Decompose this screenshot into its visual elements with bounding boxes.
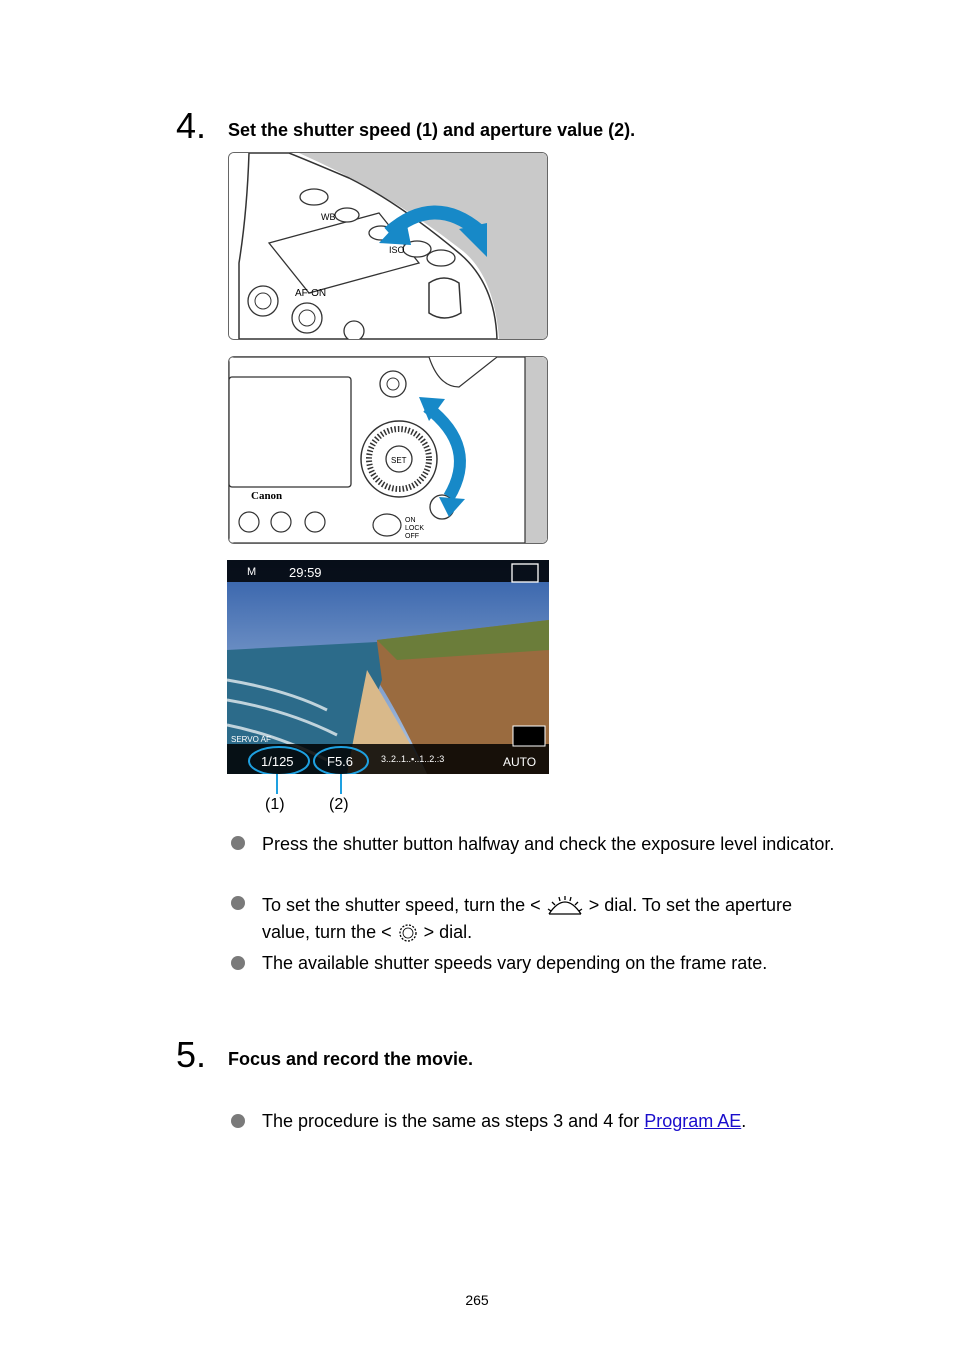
bullet-dot bbox=[231, 956, 245, 970]
step-number: 4. bbox=[176, 105, 207, 146]
callout-1: (1) bbox=[265, 796, 285, 813]
set-label: SET bbox=[391, 456, 407, 465]
camera-top-illustration bbox=[228, 152, 548, 340]
bullet-text-part: > dial. bbox=[423, 922, 473, 942]
bullet-dot bbox=[231, 836, 245, 850]
iso-label: ISO bbox=[389, 245, 405, 255]
callout-2: (2) bbox=[329, 796, 349, 813]
bullet-text: The available shutter speeds vary depending on the frame rate. bbox=[262, 953, 768, 973]
page-number: 265 bbox=[465, 1292, 489, 1308]
shutter-speed: 1/125 bbox=[261, 754, 294, 769]
step-number: 5. bbox=[176, 1034, 207, 1075]
program-ae-link[interactable]: Program AE bbox=[644, 1111, 742, 1131]
bullet-text-end: . bbox=[741, 1111, 747, 1131]
brand-label: Canon bbox=[251, 490, 283, 502]
on-label: ON bbox=[405, 517, 416, 524]
callout-lines bbox=[227, 774, 549, 798]
quick-control-dial-icon bbox=[397, 922, 419, 944]
camera-back-illustration bbox=[228, 356, 548, 544]
bullet-text-dials bbox=[262, 892, 842, 946]
bullet-dot bbox=[231, 896, 245, 910]
bullet-text-part: To set the shutter speed, turn the < bbox=[262, 895, 541, 915]
af-on-label: AF-ON bbox=[295, 288, 327, 299]
off-label: OFF bbox=[405, 533, 419, 540]
bullet-text-program-ae bbox=[262, 1109, 842, 1133]
movie-screen-illustration bbox=[227, 560, 549, 774]
bullet-text: Press the shutter button halfway and check the exposure level indicator. bbox=[262, 834, 835, 854]
bullet-dot bbox=[231, 1114, 245, 1128]
iso-auto: AUTO bbox=[503, 755, 537, 769]
step-title: Focus and record the movie. bbox=[228, 1049, 474, 1069]
step-title: Set the shutter speed (1) and aperture value (2). bbox=[228, 120, 636, 140]
servo-af-label: SERVO AF bbox=[231, 735, 271, 744]
aperture-value: F5.6 bbox=[327, 754, 354, 769]
main-dial-icon bbox=[546, 894, 584, 918]
bullet-text-part: The procedure is the same as steps 3 and 4 for bbox=[262, 1111, 645, 1131]
wb-label: WB bbox=[321, 212, 336, 222]
lock-label: LOCK bbox=[405, 525, 425, 532]
bullet-text-part: > dial. To set the aperture value, turn the < bbox=[262, 895, 793, 942]
mode-label: M bbox=[247, 566, 257, 578]
time-remaining: 29:59 bbox=[289, 565, 322, 580]
exposure-scale: 3..2..1..▪..1..2.:3 bbox=[381, 754, 445, 764]
